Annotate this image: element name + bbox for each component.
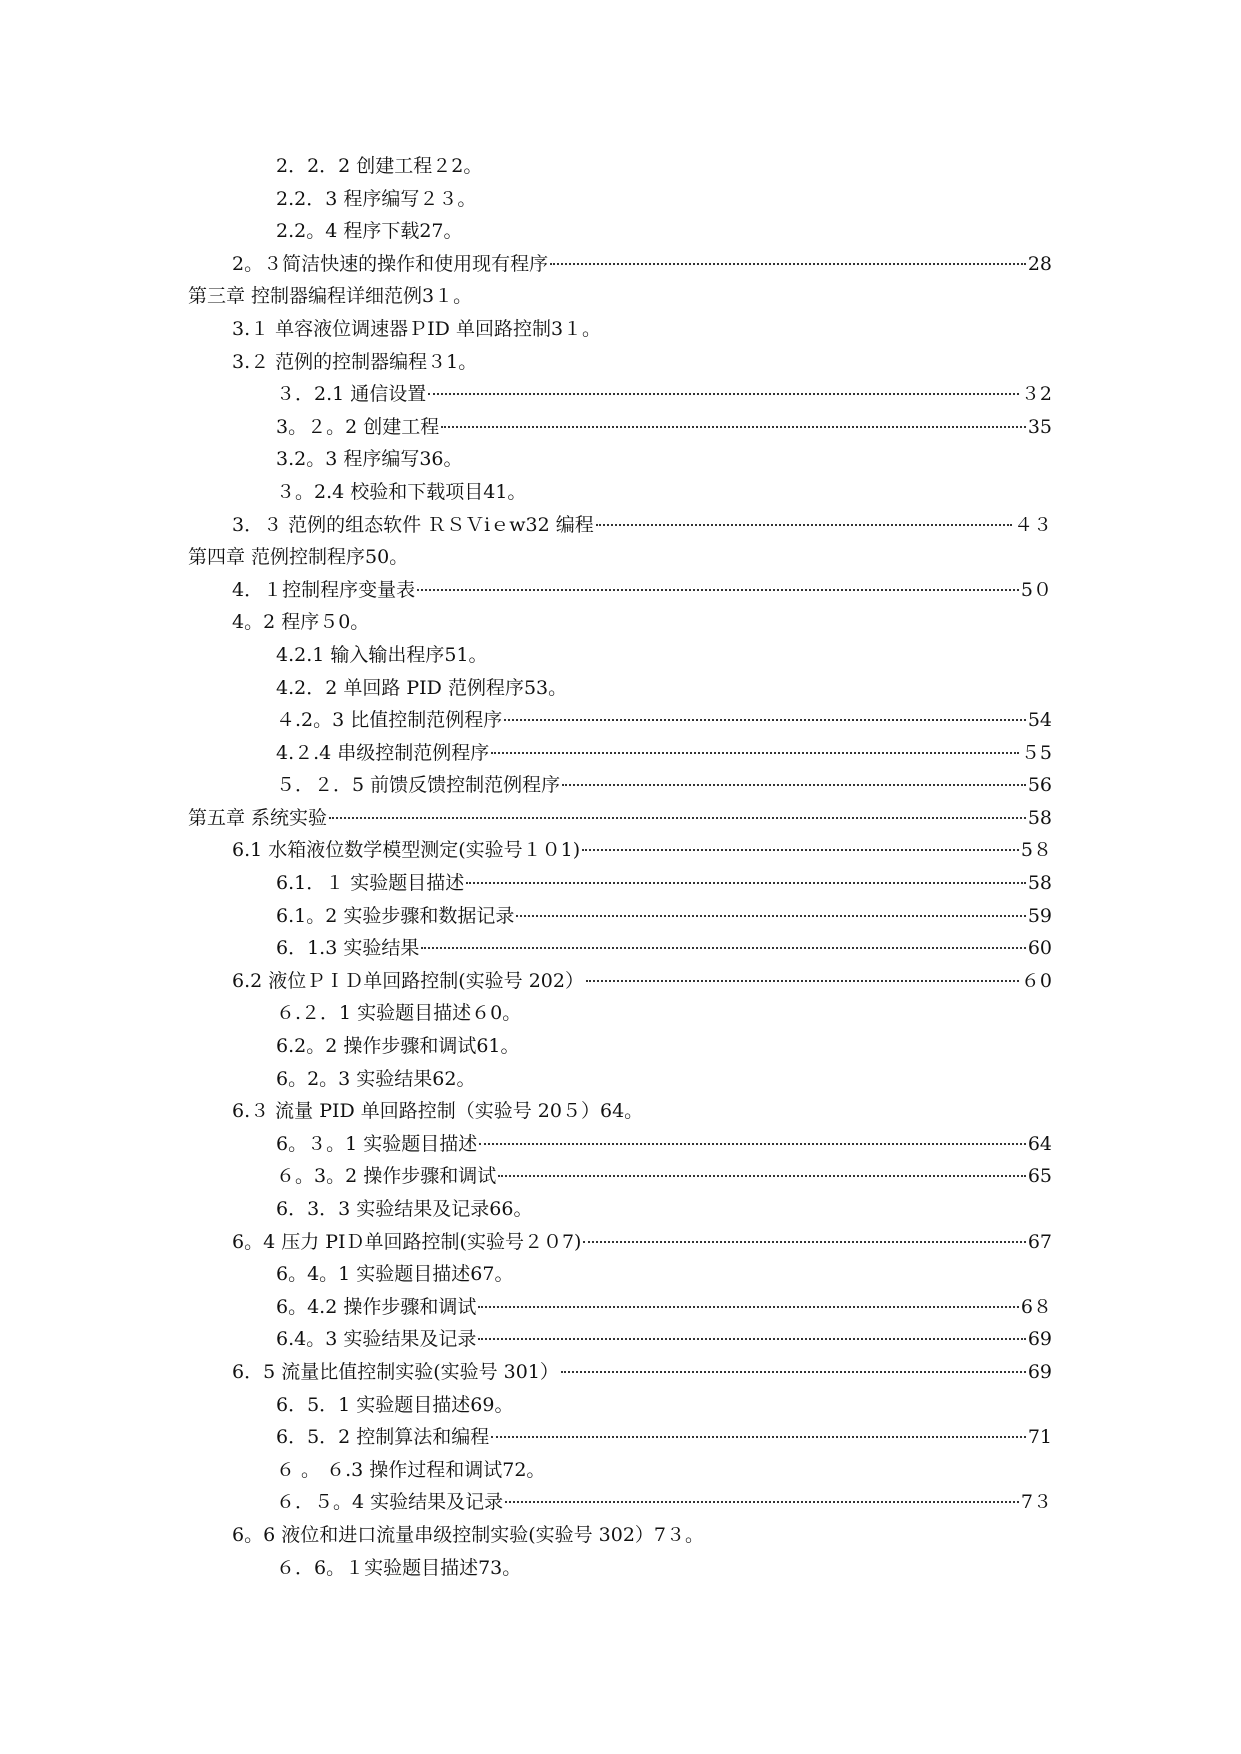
toc-entry	[0, 411, 1052, 444]
dot-leader	[561, 1370, 1026, 1373]
toc-entry-title: 6.2 液位ＰＩＤ单回路控制(实验号 202）	[232, 969, 584, 992]
toc-entry-title: 4.２.4 串级控制范例程序	[276, 741, 490, 764]
toc-entry-page-number: 35	[1027, 415, 1052, 438]
toc-entry-title: 6．5．2 控制算法和编程	[276, 1426, 490, 1449]
toc-entry	[0, 476, 1052, 509]
toc-entry	[0, 1258, 1052, 1291]
toc-entry	[0, 1193, 1052, 1226]
dot-leader	[491, 1435, 1026, 1438]
toc-entry	[0, 1226, 1052, 1259]
toc-entry-page-number: 67	[1027, 1230, 1052, 1253]
toc-entry-page-number: 59	[1027, 904, 1052, 927]
toc-entry	[0, 183, 1052, 216]
toc-entry-page-number: 28	[1027, 252, 1052, 275]
toc-entry	[0, 150, 1052, 183]
toc-entry	[0, 574, 1052, 607]
toc-entry	[0, 1095, 1052, 1128]
toc-entry-title: ６ 。 ６.3 操作过程和调试72。	[276, 1458, 546, 1481]
toc-entry	[0, 834, 1052, 867]
toc-entry-page-number: 60	[1027, 937, 1052, 960]
dot-leader	[505, 1500, 1019, 1503]
toc-entry	[0, 1291, 1052, 1324]
toc-entry	[0, 443, 1052, 476]
toc-entry-title: ３。2.4 校验和下载项目41。	[276, 480, 527, 503]
toc-entry	[0, 1128, 1052, 1161]
toc-entry	[0, 1160, 1052, 1193]
toc-entry-title: 2.2．3 程序编写２３。	[276, 187, 477, 210]
toc-entry-page-number: ５5	[1020, 741, 1052, 764]
dot-leader	[586, 979, 1019, 982]
toc-entry-title: 6.３ 流量 PID 单回路控制（实验号 20５）64。	[232, 1100, 644, 1123]
toc-entry	[0, 965, 1052, 998]
toc-entry-page-number: 7３	[1020, 1491, 1052, 1514]
toc-entry	[0, 1323, 1052, 1356]
toc-entry	[0, 769, 1052, 802]
toc-entry-title: 4.2．2 单回路 PID 范例程序53。	[276, 676, 568, 699]
toc-entry	[0, 1389, 1052, 1422]
dot-leader	[479, 1142, 1026, 1145]
toc-entry-page-number: 58	[1027, 872, 1052, 895]
toc-entry-title: 6。2。3 实验结果62。	[276, 1067, 476, 1090]
toc-entry	[0, 248, 1052, 281]
table-of-contents	[0, 150, 1241, 1584]
toc-entry-title: 2。３简洁快速的操作和使用现有程序	[232, 252, 549, 275]
toc-entry-title: 6.1．１ 实验题目描述	[276, 872, 465, 895]
toc-entry-page-number: 5０	[1020, 578, 1052, 601]
dot-leader	[504, 718, 1026, 721]
toc-entry	[0, 606, 1052, 639]
toc-entry-title: 第五章 系统实验	[188, 806, 328, 829]
toc-entry-title: 6。4 压力 PIＤ单回路控制(实验号２０7)	[232, 1230, 582, 1253]
toc-entry-page-number: 64	[1027, 1132, 1052, 1155]
dot-leader	[491, 751, 1019, 754]
dot-leader	[583, 1240, 1025, 1243]
toc-entry-title: ６．6。１实验题目描述73。	[276, 1556, 522, 1579]
toc-entry	[0, 541, 1052, 574]
dot-leader	[428, 392, 1019, 395]
toc-entry-title: 3.2。3 程序编写36。	[276, 448, 463, 471]
toc-entry	[0, 997, 1052, 1030]
toc-entry	[0, 1519, 1052, 1552]
dot-leader	[478, 1305, 1019, 1308]
toc-entry	[0, 639, 1052, 672]
toc-entry-title: 第三章 控制器编程详细范例3１。	[188, 285, 473, 308]
toc-entry	[0, 737, 1052, 770]
toc-entry	[0, 802, 1052, 835]
toc-entry-page-number: 69	[1027, 1328, 1052, 1351]
toc-entry	[0, 1486, 1052, 1519]
toc-entry-page-number: 6８	[1020, 1295, 1052, 1318]
toc-entry-title: ６.２．1 实验题目描述６0。	[276, 1002, 522, 1025]
toc-entry-title: 6.1 水箱液位数学模型测定(实验号１０1)	[232, 839, 581, 862]
toc-entry-title: 6。6 液位和进口流量串级控制实验(实验号 302）7３。	[232, 1523, 705, 1546]
toc-entry-page-number: 5８	[1020, 839, 1052, 862]
dot-leader	[466, 881, 1026, 884]
toc-entry	[0, 215, 1052, 248]
dot-leader	[478, 1337, 1025, 1340]
toc-entry	[0, 509, 1052, 542]
toc-entry	[0, 378, 1052, 411]
toc-entry	[0, 280, 1052, 313]
toc-entry-page-number: 71	[1027, 1426, 1052, 1449]
toc-entry-page-number: 56	[1027, 774, 1052, 797]
dot-leader	[516, 914, 1025, 917]
toc-entry	[0, 346, 1052, 379]
toc-entry	[0, 1030, 1052, 1063]
toc-entry-title: 第四章 范例控制程序50。	[188, 546, 409, 569]
dot-leader	[550, 262, 1026, 265]
toc-entry-title: ５．２．5 前馈反馈控制范例程序	[276, 774, 561, 797]
toc-entry	[0, 672, 1052, 705]
dot-leader	[582, 848, 1019, 851]
toc-entry-title: 2.2。4 程序下载27。	[276, 220, 463, 243]
toc-entry	[0, 867, 1052, 900]
toc-entry	[0, 932, 1052, 965]
toc-entry	[0, 704, 1052, 737]
toc-entry-title: 6。4。1 实验题目描述67。	[276, 1263, 514, 1286]
toc-entry-title: ６。3。2 操作步骤和调试	[276, 1165, 497, 1188]
toc-entry-title: 6.1。2 实验步骤和数据记录	[276, 904, 515, 927]
dot-leader	[329, 816, 1026, 819]
toc-entry-page-number: 65	[1027, 1165, 1052, 1188]
toc-entry-title: ６．５。4 实验结果及记录	[276, 1491, 504, 1514]
toc-entry-title: 3。２。2 创建工程	[276, 415, 440, 438]
toc-entry-title: 4。2 程序５0。	[232, 611, 370, 634]
toc-entry-title: 4．１控制程序变量表	[232, 578, 416, 601]
toc-entry	[0, 1063, 1052, 1096]
toc-entry-title: 6。4.2 操作步骤和调试	[276, 1295, 477, 1318]
dot-leader	[498, 1174, 1026, 1177]
toc-entry-page-number: ４３	[1013, 513, 1052, 536]
toc-entry-page-number: ６0	[1020, 969, 1052, 992]
toc-entry	[0, 900, 1052, 933]
toc-entry-title: ４.2。3 比值控制范例程序	[276, 709, 503, 732]
toc-entry-title: 6．5．1 实验题目描述69。	[276, 1393, 514, 1416]
dot-leader	[596, 523, 1012, 526]
toc-entry	[0, 313, 1052, 346]
dot-leader	[441, 425, 1026, 428]
toc-entry-page-number: 69	[1027, 1360, 1052, 1383]
dot-leader	[417, 588, 1019, 591]
toc-entry-title: 4.2.1 输入输出程序51。	[276, 643, 488, 666]
toc-entry-title: 6．5 流量比值控制实验(实验号 301）	[232, 1360, 559, 1383]
toc-entry-title: 3．３ 范例的组态软件 ＲＳＶiｅw32 编程	[232, 513, 594, 536]
toc-entry-title: 6．1.3 实验结果	[276, 937, 420, 960]
toc-entry-title: 6.4。3 实验结果及记录	[276, 1328, 477, 1351]
toc-entry-title: 6．3．3 实验结果及记录66。	[276, 1198, 533, 1220]
toc-entry	[0, 1454, 1052, 1487]
toc-entry-page-number: ３2	[1020, 383, 1052, 406]
toc-entry-title: 2．2．2 创建工程２2。	[276, 155, 483, 177]
toc-entry	[0, 1421, 1052, 1454]
toc-entry-title: 6。３。1 实验题目描述	[276, 1132, 478, 1155]
toc-entry	[0, 1552, 1052, 1585]
toc-entry-title: 3.１ 单容液位调速器ＰID 单回路控制3１。	[232, 317, 602, 340]
toc-entry-title: ３．2.1 通信设置	[276, 383, 427, 406]
toc-entry-title: 3.２ 范例的控制器编程３1。	[232, 350, 478, 373]
toc-entry-page-number: 58	[1027, 806, 1052, 829]
toc-entry-page-number: 54	[1027, 709, 1052, 732]
dot-leader	[562, 783, 1026, 786]
toc-entry	[0, 1356, 1052, 1389]
dot-leader	[421, 946, 1025, 949]
toc-entry-title: 6.2。2 操作步骤和调试61。	[276, 1035, 520, 1058]
